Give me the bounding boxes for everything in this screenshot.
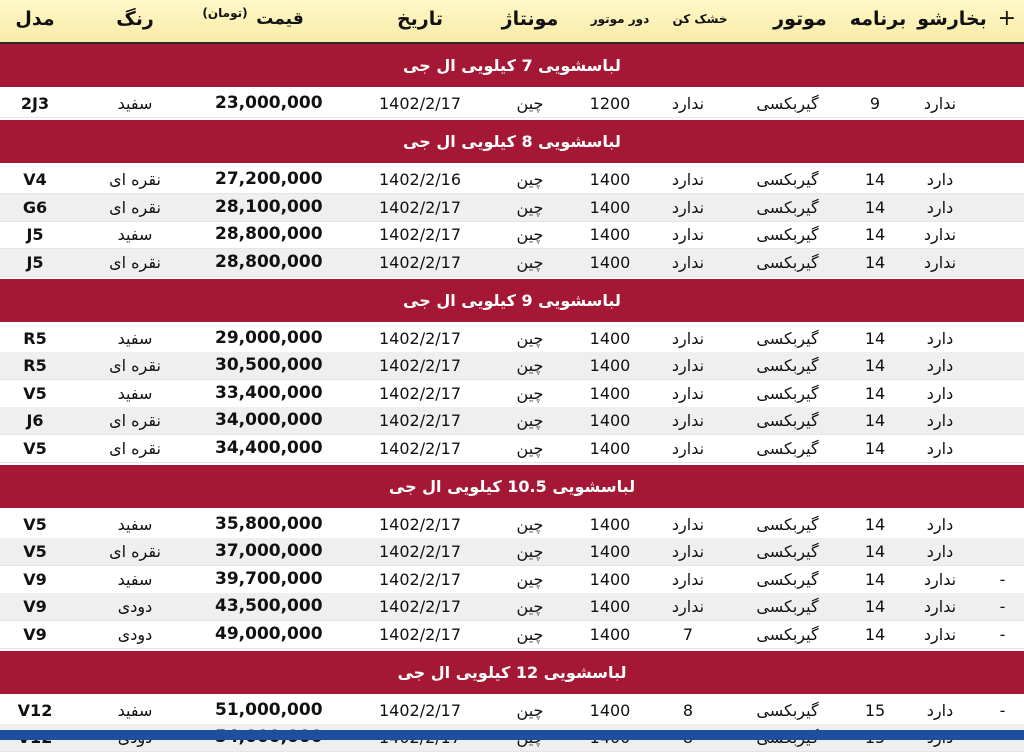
cell-color: نقره ای [109,411,161,431]
cell-model: V5 [23,515,47,534]
cell-assembly: چین [516,569,544,589]
cell-extra: - [999,597,1006,617]
col-rpm: دور موتور [590,12,650,26]
cell-assembly: چین [516,356,544,376]
cell-rpm: 1200 [589,94,631,113]
cell-price: 27,200,000 [215,169,323,190]
table-row [0,697,1024,725]
cell-programs: 14 [864,624,886,644]
cell-color: نقره ای [109,170,161,190]
cell-steam: دارد [926,170,954,190]
col-programs: برنامه [849,8,907,30]
cell-assembly: چین [516,411,544,431]
cell-dryer: ندارد [671,597,705,617]
cell-programs: 9 [869,94,881,113]
cell-assembly: چین [516,701,544,720]
group-title: لباسشویی 10.5 کیلویی ال جی [0,465,1024,508]
cell-steam: ندارد [923,624,957,644]
table-row [0,593,1024,621]
cell-motor: گیربکسی [756,94,819,113]
cell-date: 1402/2/17 [378,701,462,720]
cell-programs: 14 [864,170,886,190]
cell-assembly: چین [516,170,544,190]
col-price-unit: (تومان) [202,6,248,20]
cell-programs: 14 [864,225,886,245]
cell-programs: 14 [864,252,886,272]
group-title: لباسشویی 8 کیلویی ال جی [0,120,1024,163]
cell-dryer: ندارد [671,197,705,217]
cell-rpm: 1400 [589,197,631,217]
cell-motor: گیربکسی [756,597,819,617]
cell-model: J6 [26,411,44,431]
cell-motor: گیربکسی [756,624,819,644]
cell-assembly: چین [516,197,544,217]
cell-model: V12 [17,701,53,720]
cell-steam: ندارد [923,252,957,272]
cell-dryer: ندارد [671,383,705,403]
cell-programs: 15 [864,701,886,720]
cell-model: V5 [23,383,47,403]
cell-rpm: 1400 [589,438,631,458]
cell-price: 30,500,000 [215,355,323,376]
cell-rpm: 1400 [589,411,631,431]
cell-programs: 14 [864,515,886,534]
cell-motor: گیربکسی [756,569,819,589]
cell-color: سفید [117,225,153,245]
table-row [0,249,1024,277]
cell-color: دودی [117,597,153,617]
cell-programs: 14 [864,411,886,431]
cell-color: سفید [117,383,153,403]
cell-model: V9 [23,569,47,589]
cell-dryer: ندارد [671,515,705,534]
table-row [0,566,1024,594]
col-color: رنگ [116,8,154,30]
cell-motor: گیربکسی [756,515,819,534]
cell-programs: 14 [864,597,886,617]
table-row [0,511,1024,539]
add-icon[interactable]: + [997,6,1016,31]
cell-price: 33,400,000 [215,382,323,403]
cell-dryer: ندارد [671,329,705,348]
cell-steam: دارد [926,329,954,348]
cell-steam: ندارد [923,597,957,617]
table-row [0,221,1024,249]
cell-rpm: 1400 [589,597,631,617]
cell-date: 1402/2/16 [378,170,462,190]
cell-steam: دارد [926,701,954,720]
table-row [0,621,1024,649]
cell-date: 1402/2/17 [378,438,462,458]
cell-price: 28,800,000 [215,224,323,245]
cell-assembly: چین [516,438,544,458]
cell-date: 1402/2/17 [378,542,462,562]
cell-steam: دارد [926,383,954,403]
cell-programs: 14 [864,197,886,217]
cell-rpm: 1400 [589,225,631,245]
cell-date: 1402/2/17 [378,624,462,644]
bottom-bar [0,730,1024,740]
cell-model: J5 [26,252,44,272]
cell-extra: - [999,569,1006,589]
cell-price: 23,000,000 [215,93,323,113]
cell-model: V5 [23,438,47,458]
cell-steam: دارد [926,197,954,217]
table-row [0,538,1024,566]
cell-extra: - [999,624,1006,644]
cell-steam: ندارد [923,225,957,245]
cell-date: 1402/2/17 [378,597,462,617]
cell-motor: گیربکسی [756,701,819,720]
cell-steam: ندارد [923,94,957,113]
cell-date: 1402/2/17 [378,225,462,245]
cell-model: 2J3 [20,94,50,113]
cell-rpm: 1400 [589,329,631,348]
cell-rpm: 1400 [589,569,631,589]
cell-motor: گیربکسی [756,356,819,376]
table-row [0,166,1024,194]
table-row [0,194,1024,222]
cell-motor: گیربکسی [756,225,819,245]
cell-assembly: چین [516,225,544,245]
cell-price: 37,000,000 [215,541,323,562]
cell-motor: گیربکسی [756,542,819,562]
group-title: لباسشویی 9 کیلویی ال جی [0,279,1024,322]
cell-price: 35,800,000 [215,514,323,534]
cell-date: 1402/2/17 [378,383,462,403]
cell-rpm: 1400 [589,624,631,644]
cell-date: 1402/2/17 [378,252,462,272]
cell-assembly: چین [516,329,544,348]
cell-dryer: 7 [682,624,694,644]
cell-rpm: 1400 [589,170,631,190]
cell-assembly: چین [516,252,544,272]
group-title: لباسشویی 12 کیلویی ال جی [0,651,1024,694]
cell-steam: دارد [926,356,954,376]
cell-color: نقره ای [109,356,161,376]
cell-price: 34,400,000 [215,437,323,458]
cell-color: نقره ای [109,542,161,562]
cell-rpm: 1400 [589,701,631,720]
cell-assembly: چین [516,383,544,403]
cell-steam: دارد [926,438,954,458]
cell-color: سفید [117,569,153,589]
cell-programs: 14 [864,329,886,348]
cell-steam: دارد [926,411,954,431]
cell-motor: گیربکسی [756,411,819,431]
cell-motor: گیربکسی [756,383,819,403]
cell-dryer: ندارد [671,438,705,458]
col-price: قیمت [256,9,304,29]
cell-rpm: 1400 [589,383,631,403]
cell-dryer: ندارد [671,542,705,562]
cell-model: R5 [23,356,47,376]
cell-programs: 14 [864,356,886,376]
cell-motor: گیربکسی [756,252,819,272]
cell-dryer: ندارد [671,94,705,113]
cell-price: 43,500,000 [215,596,323,617]
cell-date: 1402/2/17 [378,329,462,348]
cell-model: G6 [22,197,48,217]
cell-dryer: ندارد [671,356,705,376]
col-model: مدل [15,8,55,30]
cell-price: 34,000,000 [215,410,323,431]
group-title: لباسشویی 7 کیلویی ال جی [0,44,1024,87]
cell-price: 28,800,000 [215,251,323,272]
table-row [0,380,1024,408]
cell-motor: گیربکسی [756,329,819,348]
cell-assembly: چین [516,542,544,562]
cell-color: دودی [117,624,153,644]
cell-color: سفید [117,94,153,113]
cell-model: R5 [23,329,47,348]
cell-dryer: 8 [682,701,694,720]
cell-assembly: چین [516,624,544,644]
cell-dryer: ندارد [671,569,705,589]
cell-motor: گیربکسی [756,197,819,217]
cell-date: 1402/2/17 [378,197,462,217]
cell-model: V4 [23,170,47,190]
cell-motor: گیربکسی [756,170,819,190]
cell-dryer: ندارد [671,252,705,272]
col-motor: موتور [773,8,827,30]
cell-assembly: چین [516,94,544,113]
cell-assembly: چین [516,597,544,617]
cell-color: نقره ای [109,252,161,272]
cell-programs: 14 [864,438,886,458]
table-row [0,90,1024,118]
cell-model: V9 [23,597,47,617]
cell-motor: گیربکسی [756,438,819,458]
cell-rpm: 1400 [589,515,631,534]
cell-dryer: ندارد [671,411,705,431]
table-row [0,325,1024,353]
cell-price: 29,000,000 [215,328,323,348]
cell-rpm: 1400 [589,542,631,562]
table-row [0,407,1024,435]
cell-color: سفید [117,329,153,348]
cell-steam: دارد [926,542,954,562]
cell-color: سفید [117,515,153,534]
col-steam: بخارشو [917,8,987,30]
table-row [0,352,1024,380]
table-header [0,0,1024,44]
cell-model: J5 [26,225,44,245]
col-date: تاریخ [396,8,444,30]
cell-model: V5 [23,542,47,562]
cell-extra: - [999,701,1006,720]
cell-price: 28,100,000 [215,196,323,217]
cell-programs: 14 [864,542,886,562]
cell-assembly: چین [516,515,544,534]
cell-color: نقره ای [109,197,161,217]
cell-rpm: 1400 [589,356,631,376]
cell-model: V9 [23,624,47,644]
cell-date: 1402/2/17 [378,94,462,113]
cell-price: 51,000,000 [215,700,323,720]
table-row [0,435,1024,463]
col-assembly: مونتاژ [501,8,559,30]
cell-steam: ندارد [923,569,957,589]
cell-date: 1402/2/17 [378,515,462,534]
cell-rpm: 1400 [589,252,631,272]
cell-date: 1402/2/17 [378,569,462,589]
cell-dryer: ندارد [671,170,705,190]
cell-date: 1402/2/17 [378,356,462,376]
cell-date: 1402/2/17 [378,411,462,431]
cell-programs: 14 [864,569,886,589]
cell-dryer: ندارد [671,225,705,245]
cell-steam: دارد [926,515,954,534]
cell-programs: 14 [864,383,886,403]
cell-color: سفید [117,701,153,720]
cell-price: 49,000,000 [215,623,323,644]
col-dryer: خشک کن [672,12,728,26]
cell-color: نقره ای [109,438,161,458]
cell-price: 39,700,000 [215,568,323,589]
